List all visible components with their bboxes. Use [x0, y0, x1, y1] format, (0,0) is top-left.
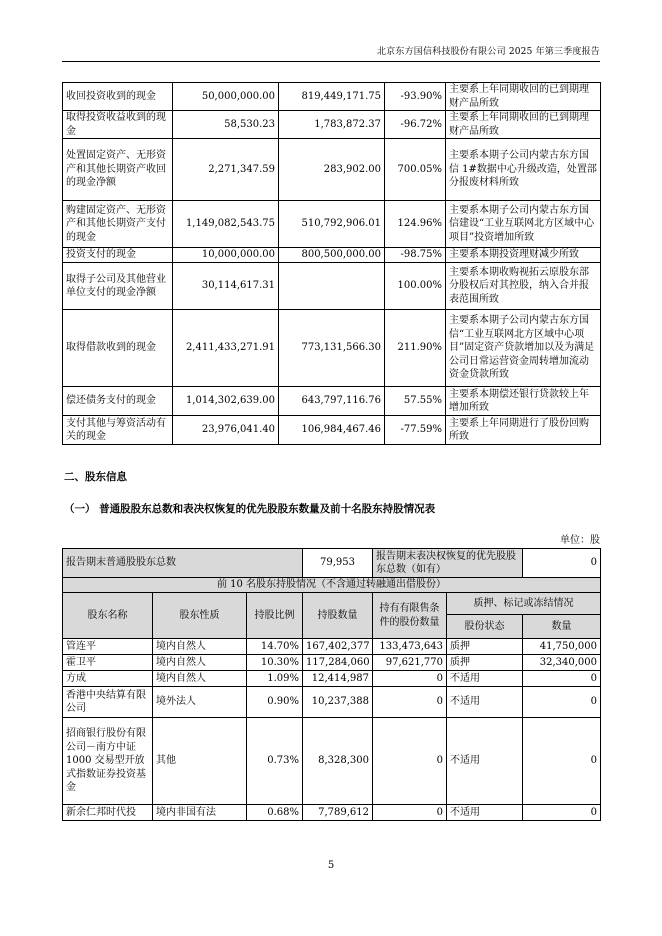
table-row	[63, 310, 601, 387]
shareholder-quantity: 167,402,377	[303, 639, 373, 655]
cf-reason: 主要系上年同期进行了股份回购所致	[446, 416, 601, 445]
shareholder-pledge-quantity: 0	[523, 718, 601, 805]
cf-current: 2,271,347.59	[173, 139, 279, 201]
shareholder-restricted: 0	[373, 805, 447, 821]
cf-change: 100.00%	[385, 263, 446, 310]
cf-previous	[279, 263, 385, 310]
cf-previous: 800,500,000.00	[279, 248, 385, 263]
cf-item: 取得子公司及其他营业单位支付的现金净额	[63, 263, 173, 310]
cf-previous: 106,984,467.46	[279, 416, 385, 445]
shareholder-ratio: 14.70%	[247, 639, 303, 655]
cf-current: 58,530.23	[173, 111, 279, 139]
cf-reason: 主要系本期子公司内蒙古东方国信 1#数据中心升级改造，处置部分报废材料所致	[446, 139, 601, 201]
shareholder-nature: 境内自然人	[153, 671, 247, 687]
shareholder-pledge-status: 不适用	[447, 687, 523, 718]
cf-previous: 510,792,906.01	[279, 201, 385, 248]
shareholder-name: 方成	[63, 671, 153, 687]
cf-reason: 主要系上年同期收回的已到期理财产品所致	[446, 111, 601, 139]
table-row	[63, 263, 601, 310]
table-row	[63, 416, 601, 445]
header-row	[63, 593, 601, 615]
shareholder-restricted: 97,621,770	[373, 655, 447, 671]
total-shareholders-value: 79,953	[303, 549, 373, 578]
shareholder-pledge-quantity: 0	[523, 687, 601, 718]
shareholder-pledge-status: 不适用	[447, 805, 523, 821]
shareholder-table	[62, 548, 601, 821]
col-header-ratio: 持股比例	[247, 593, 303, 639]
table-row	[63, 248, 601, 263]
cf-item: 收回投资收到的现金	[63, 83, 173, 111]
cf-current: 10,000,000.00	[173, 248, 279, 263]
cf-current: 23,976,041.40	[173, 416, 279, 445]
shareholder-quantity: 117,284,060	[303, 655, 373, 671]
shareholder-restricted: 133,473,643	[373, 639, 447, 655]
cf-reason: 主要系本期收购视拓云原股东部分股权后对其控股，纳入合并报表范围所致	[446, 263, 601, 310]
shareholder-pledge-status: 不适用	[447, 718, 523, 805]
cf-change: 700.05%	[385, 139, 446, 201]
cf-change: -93.90%	[385, 83, 446, 111]
cf-current: 1,014,302,639.00	[173, 387, 279, 416]
table-row	[63, 805, 601, 821]
cf-change: -77.59%	[385, 416, 446, 445]
cf-reason: 主要系本期投资理财减少所致	[446, 248, 601, 263]
unit-label: 单位：股	[560, 535, 600, 546]
table-row	[63, 83, 601, 111]
shareholder-pledge-status: 质押	[447, 639, 523, 655]
shareholder-quantity: 10,237,388	[303, 687, 373, 718]
col-header-restricted: 持有有限售条件的股份数量	[373, 593, 447, 639]
cf-current: 50,000,000.00	[173, 83, 279, 111]
shareholder-pledge-status: 质押	[447, 655, 523, 671]
table-row	[63, 718, 601, 805]
shareholder-pledge-quantity: 0	[523, 671, 601, 687]
header-rule	[62, 61, 600, 62]
cf-current: 30,114,617.31	[173, 263, 279, 310]
cf-change: -96.72%	[385, 111, 446, 139]
shareholder-ratio: 0.90%	[247, 687, 303, 718]
shareholder-quantity: 7,789,612	[303, 805, 373, 821]
shareholder-nature: 境内自然人	[153, 639, 247, 655]
table-row	[63, 201, 601, 248]
cf-change: 211.90%	[385, 310, 446, 387]
table-row	[63, 655, 601, 671]
section-title-shareholders: 二、股东信息	[64, 471, 127, 483]
shareholder-restricted: 0	[373, 671, 447, 687]
table-row	[63, 687, 601, 718]
shareholder-nature: 其他	[153, 718, 247, 805]
shareholder-summary-row	[63, 549, 601, 578]
cf-previous: 643,797,116.76	[279, 387, 385, 416]
table-row	[63, 671, 601, 687]
shareholder-name: 新余仁邦时代投	[63, 805, 153, 821]
cf-previous: 1,783,872.37	[279, 111, 385, 139]
cash-flow-change-table	[62, 82, 601, 445]
cf-reason: 主要系本期偿还银行贷款较上年增加所致	[446, 387, 601, 416]
subsection-title-top10: （一） 普通股股东总数和表决权恢复的优先股股东数量及前十名股东持股情况表	[64, 503, 436, 515]
cf-previous: 283,902.00	[279, 139, 385, 201]
shareholder-ratio: 0.73%	[247, 718, 303, 805]
page-number: 5	[327, 860, 335, 871]
preferred-shareholders-label: 报告期末表决权恢复的优先股股东总数（如有）	[373, 549, 523, 578]
shareholder-pledge-quantity: 0	[523, 805, 601, 821]
page-header: 北京东方国信科技股份有限公司 2025 年第三季度报告	[376, 47, 600, 57]
cf-previous: 819,449,171.75	[279, 83, 385, 111]
shareholder-name: 招商银行股份有限公司－南方中证 1000 交易型开放式指数证券投资基金	[63, 718, 153, 805]
cf-current: 1,149,082,543.75	[173, 201, 279, 248]
shareholder-name: 香港中央结算有限公司	[63, 687, 153, 718]
shareholder-ratio: 10.30%	[247, 655, 303, 671]
cf-item: 支付其他与筹资活动有关的现金	[63, 416, 173, 445]
shareholder-name: 管连平	[63, 639, 153, 655]
top10-caption-row	[63, 578, 601, 593]
shareholder-restricted: 0	[373, 687, 447, 718]
cf-item: 偿还债务支付的现金	[63, 387, 173, 416]
cf-item: 取得投资收益收到的现金	[63, 111, 173, 139]
cf-item: 取得借款收到的现金	[63, 310, 173, 387]
shareholder-nature: 境内非国有法	[153, 805, 247, 821]
shareholder-ratio: 1.09%	[247, 671, 303, 687]
col-header-quantity: 持股数量	[303, 593, 373, 639]
shareholder-pledge-status: 不适用	[447, 671, 523, 687]
cf-reason: 主要系本期子公司内蒙古东方国信“工业互联网北方区域中心项目”固定资产贷款增加以及为满足公司日常运营资金周转增加流动资金贷款所致	[446, 310, 601, 387]
col-header-nature: 股东性质	[153, 593, 247, 639]
cash-flow-table-body	[63, 83, 601, 445]
cf-reason: 主要系上年同期收回的已到期理财产品所致	[446, 83, 601, 111]
cf-item: 购建固定资产、无形资产和其他长期资产支付的现金	[63, 201, 173, 248]
shareholder-pledge-quantity: 41,750,000	[523, 639, 601, 655]
shareholder-quantity: 8,328,300	[303, 718, 373, 805]
col-header-name: 股东名称	[63, 593, 153, 639]
cf-reason: 主要系本期子公司内蒙古东方国信建设“工业互联网北方区域中心项目”投资增加所致	[446, 201, 601, 248]
shareholder-quantity: 12,414,987	[303, 671, 373, 687]
top10-caption: 前 10 名股东持股情况（不含通过转融通出借股份）	[63, 578, 601, 593]
table-row	[63, 111, 601, 139]
cf-item: 投资支付的现金	[63, 248, 173, 263]
table-row	[63, 639, 601, 655]
cf-change: -98.75%	[385, 248, 446, 263]
total-shareholders-label: 报告期末普通股股东总数	[63, 549, 303, 578]
cf-change: 57.55%	[385, 387, 446, 416]
shareholder-pledge-quantity: 32,340,000	[523, 655, 601, 671]
shareholder-nature: 境外法人	[153, 687, 247, 718]
cf-change: 124.96%	[385, 201, 446, 248]
shareholder-ratio: 0.68%	[247, 805, 303, 821]
col-header-pledge-status: 股份状态	[447, 615, 523, 639]
table-row	[63, 139, 601, 201]
col-header-pledge-quantity: 数量	[523, 615, 601, 639]
shareholder-nature: 境内自然人	[153, 655, 247, 671]
preferred-shareholders-value: 0	[523, 549, 601, 578]
shareholder-restricted: 0	[373, 718, 447, 805]
col-header-pledge-group: 质押、标记或冻结情况	[447, 593, 601, 615]
shareholder-name: 霍卫平	[63, 655, 153, 671]
table-row	[63, 387, 601, 416]
cf-item: 处置固定资产、无形资产和其他长期资产收回的现金净额	[63, 139, 173, 201]
cf-current: 2,411,433,271.91	[173, 310, 279, 387]
cf-previous: 773,131,566.30	[279, 310, 385, 387]
